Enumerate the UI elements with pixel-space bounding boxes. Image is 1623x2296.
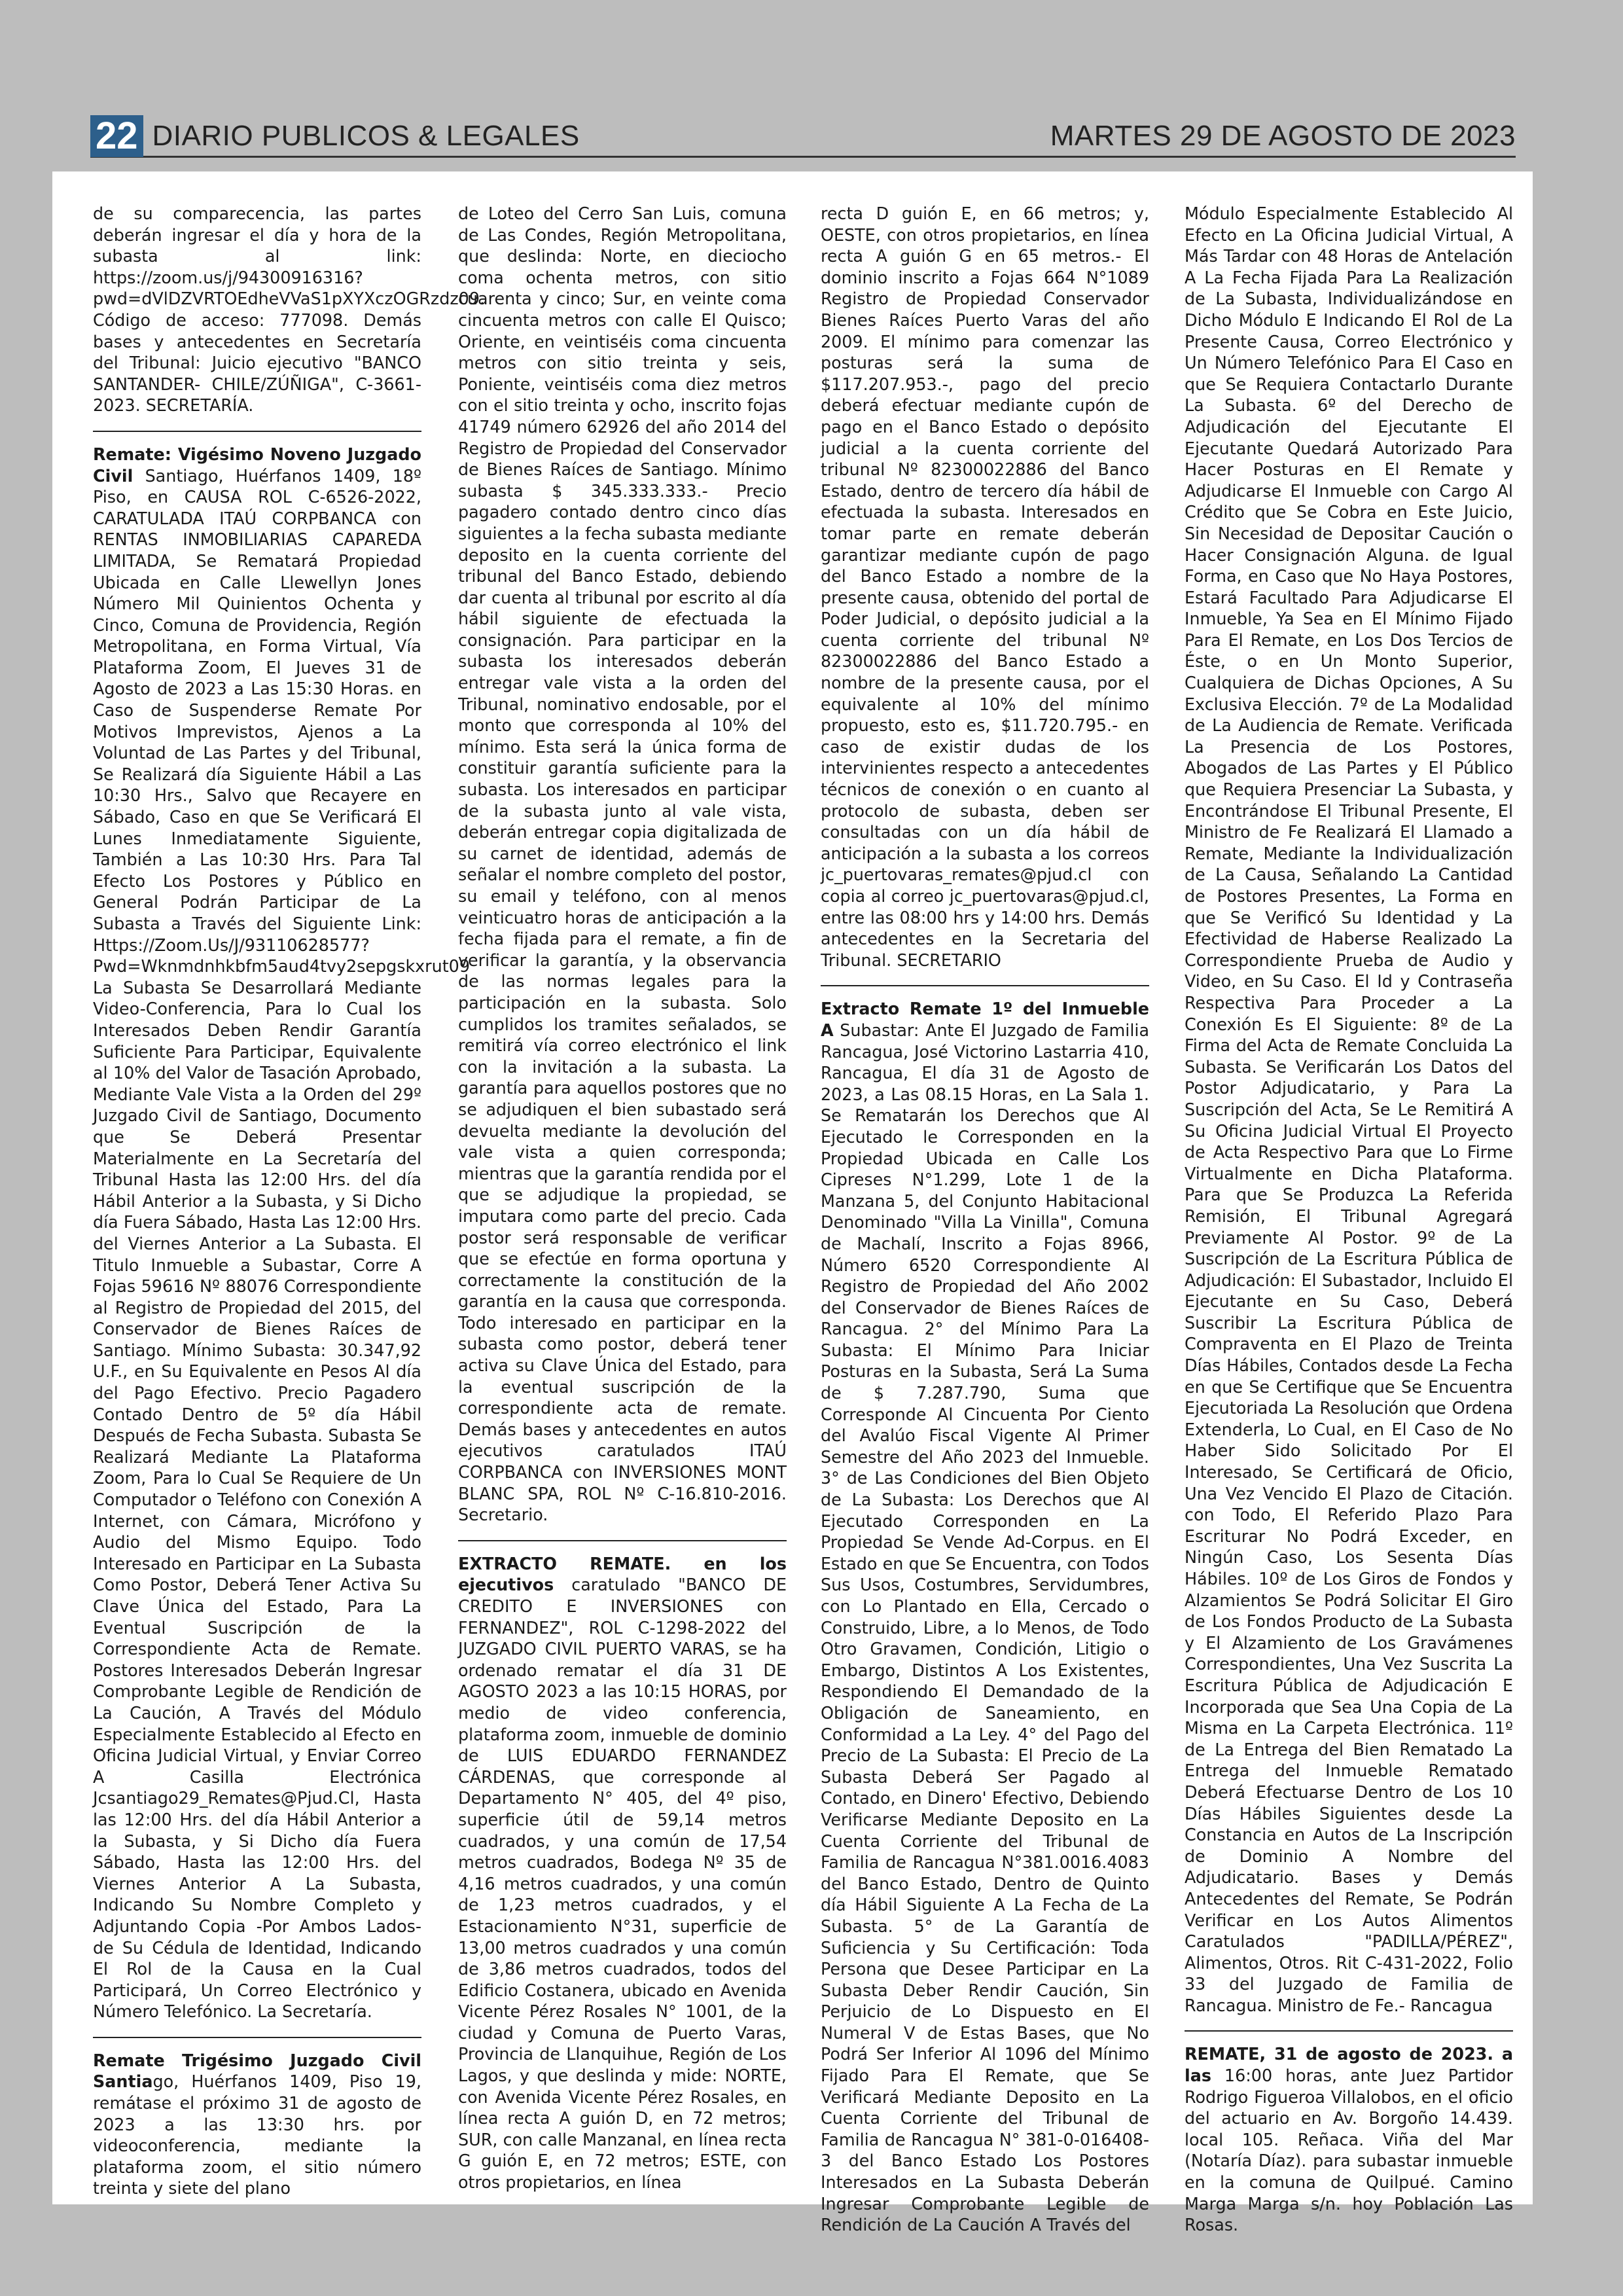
notice-lead: Extracto Remate 1º del Inmueble A bbox=[821, 999, 1149, 1040]
notice-body: Santiago, Huérfanos 1409, 18º Piso, en CAUSA ROL C-6526-2022, CARATULADA ITAÚ CORPBANCA con RENTAS INMOBILIARIAS CAPAREDA LIMITADA, Se Rematará Propiedad Ubicada en Calle Llewellyn Jones Número Mil Quinientos Ochenta y Cinco, Comuna de Providencia, Región Metropolitana, en Forma Virtual, Vía Plataforma Zoom, El Jueves 31 de Agosto de 2023 a Las 15:30 Horas. en Caso de Suspenderse Remate Por Motivos Imprevistos, Ajenos a La Voluntad de Las Partes y del Tribunal, Se Realizará día Siguiente Hábil a Las 10:30 Hrs., Salvo que Recayere en Sábado, Caso en que Se Verificará El Lunes Inmediatamente Siguiente, También a Las 10:30 Hrs. Para Tal Efecto Los Postores y Público en General Podrán Participar de La Subasta a Través del Siguiente Link: Https://Zoom.Us/J/93110628577?Pwd=Wknmdnhkbfm5aud4tvy2sepgskxrut09 La Subasta Se Desarrollará Mediante Video-Conferencia, Para lo Cual los Interesados Deben Rendir Garantía Suficiente Para Participar, Equivalente al 10% del Valor de Tasación Aprobado, Mediante Vale Vista a la Orden del 29º Juzgado Civil de Santiago, Documento que Se Deberá Presentar Materialmente en La Secretaría del Tribunal Hasta las 12:00 Hrs. del día Hábil Anterior a la Subasta, y Si Dicho día Fuera Sábado, Hasta Las 12:00 Hrs. del Viernes Anterior a La Subasta. El Titulo Inmueble a Subastar, Corre A Fojas 59616 Nº 88076 Correspondiente al Registro de Propiedad del 2015, del Conservador de Bienes Raíces de Santiago. Mínimo Subasta: 30.347,92 U.F., en Su Equivalente en Pesos Al día del Pago Efectivo. Precio Pagadero Contado Dentro de 5º día Hábil Después de Fecha Subasta. Subasta Se Realizará Mediante La Plataforma Zoom, Para lo Cual Se Requiere de Un Computador o Teléfono con Conexión A Internet, con Cámara, Micrófono y Audio del Mismo Equipo. Todo Interesado en Participar en La Subasta Como Postor, Deberá Tener Activa Su Clave Única del Estado, Para La Eventual Suscripción de la Correspondiente Acta de Remate. Postores Interesados Deberán Ingresar Comprobante Legible de Rendición de La Caución, A Través del Módulo Especialmente Establecido al Efecto en Oficina Judicial Virtual, y Enviar Correo A Casilla Electrónica Jcsantiago29_Remates@Pjud.Cl, Hasta las 12:00 Hrs. del día Hábil Anterior a la Subasta, y Si Dicho día Fuera Sábado, Hasta las 12:00 Hrs. del Viernes Anterior A La Subasta, Indicando Su Nombre Completo y Adjuntando Copia -Por Ambos Lados- de Su Cédula de Identidad, Indicando El Rol de la Causa en la Cual Participará, Un Correo Electrónico y Número Telefónico. La Secretaría. bbox=[93, 465, 470, 2022]
column-1 bbox=[93, 203, 486, 2198]
notice-lead: EXTRACTO REMATE. en los ejecutivos bbox=[458, 1553, 787, 1595]
page-number: 22 bbox=[90, 115, 143, 157]
notice bbox=[93, 431, 470, 2037]
notice-body: de Loteo del Cerro San Luis, comuna de Las Condes, Región Metropolitana, que deslinda: Norte, en dieciocho coma ochenta metros, con sitio cuarenta y cinco; Sur, en veinte coma cincuenta metros con calle El Quisco; Oriente, en veintiséis coma cincuenta metros con sitio treinta y seis, Poniente, veintiséis coma diez metros con el sitio treinta y ocho, inscrito fojas 41749 número 62926 del año 2014 del Registro de Propiedad del Conservador de Bienes Raíces de Santiago. Mínimo subasta $ 345.333.333.- Precio pagadero contado dentro cinco días siguientes a la fecha subasta mediante deposito en la cuenta corriente del tribunal del Banco Estado, debiendo dar cuenta al tribunal por escrito al día hábil siguiente de efectuada la consignación. Para participar en la subasta los interesados deberán entregar vale vista a la orden del Tribunal, nominativo endosable, por el monto que corresponda al 10% del mínimo. Esta será la única forma de constituir garantía suficiente para la subasta. Los interesados en participar de la subasta junto al vale vista, deberán entregar copia digitalizada de su carnet de identidad, además de señalar el nombre completo del postor, su email y teléfono, con al menos veinticuatro horas de anticipación a la fecha fijada para el remate, a fin de verificar la garantía, y la observancia de las normas legales para la participación en la subasta. Solo cumplidos los tramites señalados, se remitirá vía correo electrónico el link con la invitación a la subasta. La garantía para aquellos postores que no se adjudiquen el bien subastado será devuelta mediante la devolución del vale vista a quien corresponda; mientras que la garantía rendida por el que se adjudique la propiedad, se imputara como parte del precio. Cada postor será responsable de verificar que se efectúe en forma oportuna y correctamente la constitución de la garantía en la causa que corresponda. Todo interesado en participar en la subasta como postor, deberá tener activa su Clave Única del Estado, para la eventual suscripción de la correspondiente acta de remate. Demás bases y antecedentes en autos ejecutivos caratulados ITAÚ CORPBANCA con INVERSIONES MONT BLANC SPA, ROL Nº C-16.810-2016. Secretario. bbox=[458, 204, 787, 1525]
notice-body: Subastar: Ante El Juzgado de Familia Rancagua, José Victorino Lastarria 410, Rancagua, El día 31 de Agosto de 2023, a Las 08.15 Horas, en La Sala 1. Se Rematarán los Derechos que Al Ejecutado le Corresponden en la Propiedad Ubicada en Calle Los Cipreses N°1.299, Lote 1 de la Manzana 5, del Conjunto Habitacional Denominado "Villa La Vinilla", Comuna de Machalí, Inscrito a Fojas 8966, Número 6520 Correspondiente Al Registro de Propiedad del Año 2002 del Conservador de Bienes Raíces de Rancagua. 2° del Mínimo Para La Subasta: El Mínimo Para Iniciar Posturas en la Subasta, Será La Suma de $ 7.287.790, Suma que Corresponde Al Cincuenta Por Ciento del Avalúo Fiscal Vigente Al Primer Semestre del Año 2023 del Inmueble. 3° de Las Condiciones del Bien Objeto de La Subasta: Los Derechos que Al Ejecutado Corresponden en La Propiedad Se Vende Ad-Corpus. en El Estado en que Se Encuentra, con Todos Sus Usos, Costumbres, Servidumbres, con Lo Plantado en Ella, Cercado o Construido, Libre, a lo Menos, de Todo Otro Gravamen, Condición, Litigio o Embargo, Distintos A Los Existentes, Respondiendo El Demandado de la Obligación de Saneamiento, en Conformidad a La Ley. 4° del Pago del Precio de La Subasta: El Precio de La Subasta Deberá Ser Pagado al Contado, en Dinero' Efectivo, Debiendo Verificarse Mediante Deposito en La Cuenta Corriente del Tribunal de Familia de Rancagua N°381.0016.4083 del Banco Estado, Dentro de Quinto día Hábil Siguiente A La Fecha de La Subasta. 5° de La Garantía de Suficiencia y Su Certificación: Toda Persona que Desee Participar en La Subasta Deber Rendir Caución, Sin Perjuicio de Lo Dispuesto en El Numeral V de Estas Bases, que No Podrá Ser Inferior Al 1096 del Mínimo Fijado Para El Remate, que Se Verificará Mediante Deposito en La Cuenta Corriente del Tribunal de Familia de Rancagua N° 381-0-016408-3 del Banco Estado Los Postores Interesados en La Subasta Deberán Ingresar Comprobante Legible de Rendición de La Caución A Través del bbox=[821, 1020, 1149, 2235]
page-header bbox=[90, 117, 1516, 158]
notice-body: Módulo Especialmente Establecido Al Efecto en La Oficina Judicial Virtual, A Más Tardar con 48 Horas de Antelación A La Fecha Fijada Para La Realización de La Subasta, Individualizándose en Dicho Módulo E Indicando El Rol de La Presente Causa, Correo Electrónico y Un Número Telefónico Para El Caso en que Se Requiera Contactarlo Durante La Subasta. 6º del Derecho de Adjudicación del Ejecutante El Ejecutante Quedará Autorizado Para Hacer Posturas en El Remate y Adjudicarse El Inmueble con Cargo Al Crédito que Se Cobra en Este Juicio, Sin Necesidad de Depositar Caución o Hacer Consignación Alguna. de Igual Forma, en Caso que No Haya Postores, Estará Facultado Para Adjudicarse El Inmueble, Ya Sea en El Mínimo Fijado Para El Remate, en Los Dos Tercios de Éste, o en Un Monto Superior, Cualquiera de Dichas Opciones, A Su Exclusiva Elección. 7º de La Modalidad de La Audiencia de Remate. Verificada La Presencia de Los Postores, Abogados de Las Partes y El Público que Requiera Presenciar La Subasta, y Encontrándose El Tribunal Presente, El Ministro de Fe Realizará El Llamado a Remate, Mediante la Individualización de La Causa, Señalando La Cantidad de Postores Presentes, La Forma en que Se Verificó Su Identidad y La Efectividad de Haberse Realizado La Correspondiente Prueba de Audio y Video, en Su Caso. El Id y Contraseña Respectiva Para Proceder a La Conexión Es El Siguiente: 8º de La Firma del Acta de Remate Concluida La Subasta. Se Verificarán Los Datos del Postor Adjudicatario, y Para La Suscripción del Acta, Se Le Remitirá A Su Oficina Judicial Virtual El Proyecto de Acta Respectivo Para que Lo Firme Virtualmente en Dicha Plataforma. Para que Se Produzca La Referida Remisión, El Tribunal Agregará Previamente Al Postor. 9º de La Suscripción de La Escritura Pública de Adjudicación: El Subastador, Incluido El Ejecutante en Su Caso, Deberá Suscribir La Escritura Pública de Compraventa en El Plazo de Treinta Días Hábiles, Contados desde La Fecha en que Se Certifique que Se Encuentra Ejecutoriada La Resolución que Ordena Extenderla, Lo Cual, en El Caso de No Haber Sido Solicitado Por El Interesado, Se Certificará de Oficio, Una Vez Vencido El Plazo de Citación. con Todo, El Referido Plazo Para Escriturar No Podrá Exceder, en Ningún Caso, Los Sesenta Días Hábiles. 10º de Los Giros de Fondos y Alzamientos Se Podrá Solicitar El Giro de Los Fondos Producto de La Subasta y El Alzamiento de Los Gravámenes Correspondientes, Una Vez Suscrita La Escritura Pública de Adjudicación E Incorporada que Sea Una Copia de La Misma en La Carpeta Electrónica. 11º de La Entrega del Bien Rematado La Entrega del Inmueble Rematado Deberá Efectuarse Dentro de Los 10 Días Hábiles Siguientes desde La Constancia en Autos de La Inscripción de Dominio A Nombre del Adjudicatario. Bases y Demás Antecedentes del Remate, Se Podrán Verificar en Los Autos Alimentos Caratulados "PADILLA/PÉREZ", Alimentos, Otros. Rit C-431-2022, Folio 33 del Juzgado de Familia de Rancagua. Ministro de Fe.- Rancagua bbox=[1185, 204, 1513, 2015]
notice-body: 16:00 horas, ante Juez Partidor Rodrigo Figueroa Villalobos, en el oficio del actuario en Av. Borgoño 14.439. local 105. Reñaca. Viña del Mar (Notaría Díaz). para subastar inmueble en la comuna de Quilpué. Camino Marga Marga s/n. hoy Población Las Rosas. bbox=[1185, 2066, 1513, 2235]
notice bbox=[821, 985, 1149, 2250]
notice-body: caratulado "BANCO DE CREDITO E INVERSIONES con FERNANDEZ", ROL C-1298-2022 del JUZGADO CIVIL PUERTO VARAS, se ha ordenado rematar el día 31 DE AGOSTO 2023 a las 10:15 HORAS, por medio de video conferencia, plataforma zoom, inmueble de dominio de LUIS EDUARDO FERNANDEZ CÁRDENAS, que corresponde al Departamento N° 405, del 4º piso, superficie útil de 59,14 metros cuadrados, y una común de 17,54 metros cuadrados, Bodega Nº 35 de 4,16 metros cuadrados, y una común de 1,23 metros cuadrados, y el Estacionamiento N°31, superficie de 13,00 metros cuadrados y una común de 3,86 metros cuadrados, todos del Edificio Costanera, ubicado en Avenida Vicente Pérez Rosales N° 1001, de la ciudad y Comuna de Puerto Varas, Provincia de Llanquihue, Región de Los Lagos, y que deslinda y mide: NORTE, con Avenida Vicente Pérez Rosales, en línea recta A guión D, en 72 metros; SUR, con calle Manzanal, en línea recta G guión E, en 72 metros; ESTE, con otros propietarios, en línea bbox=[458, 1575, 787, 2193]
publication-date: MARTES 29 DE AGOSTO DE 2023 bbox=[1050, 120, 1516, 152]
notice bbox=[93, 2037, 421, 2214]
publication-name: DIARIO PUBLICOS & LEGALES bbox=[152, 120, 580, 152]
column-3 bbox=[821, 203, 1149, 2235]
notice bbox=[93, 203, 486, 431]
header-left bbox=[90, 115, 580, 157]
notice-lead: Remate: Vigésimo Noveno Juzgado Civil bbox=[93, 444, 421, 486]
notice bbox=[1185, 2030, 1513, 2250]
notice-body: go, Huérfanos 1409, Piso 19, remátase el próximo 31 de agosto de 2023 a las 13:30 hrs. por videoconferencia, mediante la plataforma zoom, el sitio número treinta y siete del plano bbox=[93, 2072, 421, 2198]
column-4 bbox=[1185, 203, 1513, 2235]
notice bbox=[1185, 203, 1513, 2030]
newspaper-page bbox=[52, 171, 1533, 2235]
notice bbox=[821, 203, 1149, 985]
notice-lead: Remate Trigésimo Juzgado Civil Santia bbox=[93, 2050, 421, 2092]
notice-body: recta D guión E, en 66 metros; y, OESTE, con otros propietarios, en línea recta A guión G en 65 metros.- El dominio inscrito a Fojas 664 N°1089 Registro de Propiedad Conservador Bienes Raíces Puerto Varas del año 2009. El mínimo para comenzar las posturas será la suma de $117.207.953.-, pago del precio deberá efectuar mediante cupón de pago en el Banco Estado o depósito judicial a la cuenta corriente del tribunal Nº 82300022886 del Banco Estado, dentro de tercero día hábil de efectuada la subasta. Interesados en tomar parte en remate deberán garantizar mediante cupón de pago del Banco Estado a nombre de la presente causa, obtenido del portal de Poder Judicial, o depósito judicial a la cuenta corriente del tribunal Nº 82300022886 del Banco Estado a nombre de la presente causa, por el equivalente al 10% del mínimo propuesto, esto es, $11.720.795.- en caso de existir dudas de los intervinientes respecto a antecedentes técnicos de conexión o en cuanto al protocolo de subasta, deben ser consultadas con un día hábil de anticipación a la subasta a los correos jc_puertovaras_remates@pjud.cl con copia al correo jc_puertovaras@pjud.cl, entre las 08:00 hrs y 14:00 hrs. Demás antecedentes en la Secretaria del Tribunal. SECRETARIO bbox=[821, 204, 1149, 970]
notice-lead: REMATE, 31 de agosto de 2023. a las bbox=[1185, 2044, 1513, 2086]
column-2 bbox=[458, 203, 787, 2193]
notice bbox=[458, 203, 787, 1540]
notice-body: de su comparecencia, las partes deberán ingresar el día y hora de la subasta al link: https://zoom.us/j/94300916316?pwd=dVlDZVRTOEdheVVaS1pXYXczOGRzdz09. Código de acceso: 777098. Demás bases y antecedentes en Secretaría del Tribunal: Juicio ejecutivo "BANCO SANTANDER- CHILE/ZÚÑIGA", C-3661-2023. SECRETARÍA. bbox=[93, 204, 486, 416]
notice bbox=[458, 1540, 787, 2208]
